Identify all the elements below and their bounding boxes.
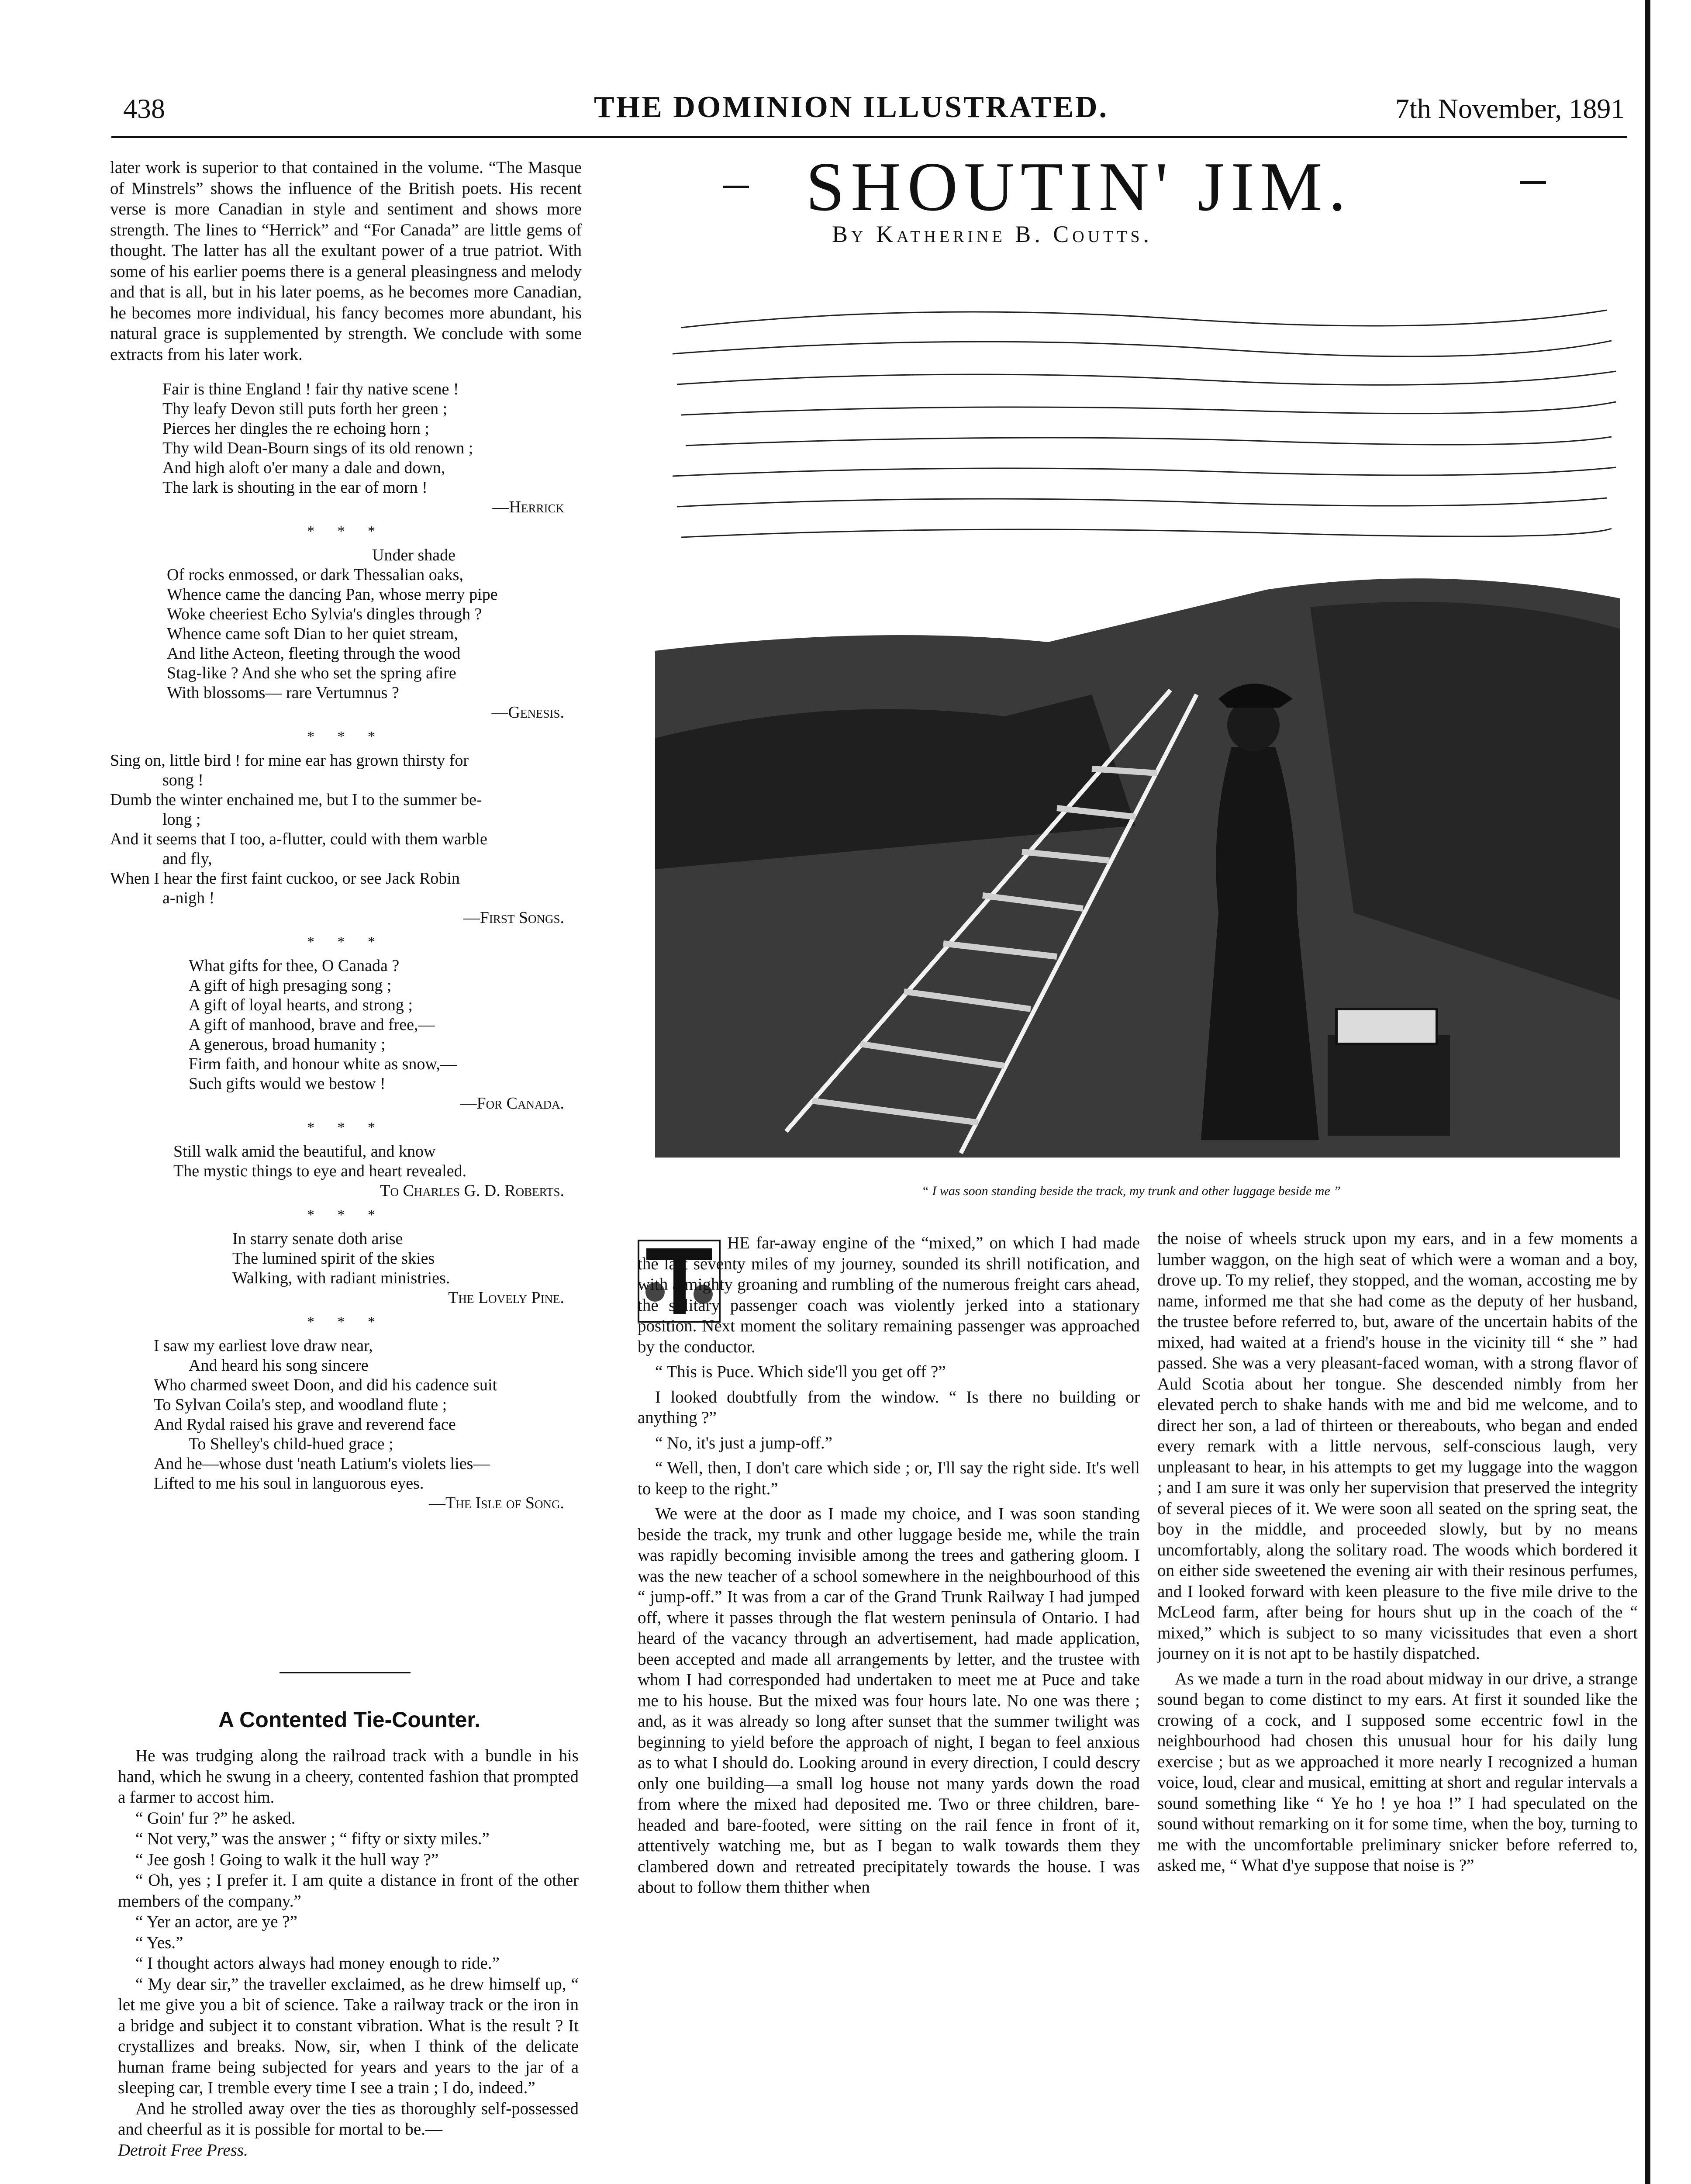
poem-line: Thy leafy Devon still puts forth her green ; xyxy=(162,400,448,418)
poem-lovely-pine xyxy=(110,1229,582,1308)
poem-line: To Shelley's child-hued grace ; xyxy=(189,1435,393,1453)
poem-line: The lumined spirit of the skies xyxy=(232,1249,435,1268)
poem-line: A generous, broad humanity ; xyxy=(189,1035,386,1054)
poem-line: And Rydal raised his grave and reverend face xyxy=(154,1415,456,1434)
story-paragraph: “ This is Puce. Which side'll you get off ?” xyxy=(655,1362,946,1381)
masthead: THE DOMINION ILLUSTRATED. xyxy=(594,90,1109,124)
review-column xyxy=(110,157,582,1513)
article-paragraph: “ Goin' fur ?” he asked. xyxy=(135,1808,296,1828)
poem-line: And it seems that I too, a-flutter, could with them warble xyxy=(110,830,487,848)
poem-to-roberts xyxy=(110,1142,582,1201)
poem-line: Dumb the winter enchained me, but I to the summer be- xyxy=(110,791,482,809)
article-paragraph: “ My dear sir,” the traveller exclaimed, as he drew himself up, “ let me give you a bit of science. Take a railway track or the iron in a bridge and subject it to constant vibration. What is the result ? It crystallizes and breaks. Now, sir, when I think of the delicate human frame being subjected for years and years to the jar of a sleeping car, I tremble every time I see a train ; I do, indeed.” xyxy=(118,1974,579,2097)
poem-line: In starry senate doth arise xyxy=(232,1230,403,1248)
section-stars: * * * xyxy=(307,523,385,539)
poem-genesis xyxy=(110,546,582,722)
poem-line: Such gifts would we bestow ! xyxy=(189,1075,386,1093)
poem-lines xyxy=(232,1229,582,1288)
poem-line: Fair is thine England ! fair thy native scene ! xyxy=(162,380,459,398)
title-ornament-left xyxy=(723,186,749,188)
article-paragraph: “ Yes.” xyxy=(135,1933,183,1952)
poem-lines xyxy=(173,1142,582,1181)
poem-line: The lark is shouting in the ear of morn ! xyxy=(162,478,428,497)
illustration-caption: “ I was soon standing beside the track, my trunk and other luggage beside me ” xyxy=(921,1184,1341,1198)
poem-line: To Sylvan Coila's step, and woodland flute ; xyxy=(154,1396,447,1414)
poem-line: And lithe Acteon, fleeting through the wood xyxy=(167,644,461,663)
poem-line: Still walk amid the beautiful, and know xyxy=(173,1142,436,1161)
story-column-1 xyxy=(638,1233,1140,1902)
poem-line: Stag-like ? And she who set the spring afire xyxy=(167,664,456,682)
article-paragraph: He was trudging along the railroad track with a bundle in his hand, which he swung in a cheery, contented fashion that prompted a farmer to accost him. xyxy=(118,1746,579,1807)
poem-line: Whence came the dancing Pan, whose merry pipe xyxy=(167,585,498,604)
story-paragraph: We were at the door as I made my choice, and I was soon standing beside the track, my trunk and other luggage beside me, while the train was rapidly becoming invisible among the trees and gathering gloom. I was the new teacher of a school somewhere in the neighbourhood of this “ jump-off.” It was from a car of the Grand Trunk Railway I had jumped off, where it passes through the flat western peninsula of Ontario. I had heard of the vacancy through an advertisement, had made application, been accepted and made all arrangements by letter, and the trustee with whom I had corresponded had undertaken to meet me at Puce and take me to his house. But the mixed was four hours late. No one was there ; and, as it was already so long after sunset that the summer twilight was beginning to yield before the approach of night, I began to feel anxious as to what I should do. Looking around in every direction, I could descry only one building—a small log house not many yards down the road from where the mixed had deposited me. Two or three children, bare-headed and bare-footed, were sitting on the rail fence in front of it, attentively watching me, but as I began to walk towards them they clambered down and retreated precipitately towards the house. I was about to follow them thither when xyxy=(638,1504,1140,1897)
poem-line: long ; xyxy=(162,810,201,829)
tie-counter-title: A Contented Tie-Counter. xyxy=(218,1707,480,1732)
issue-date: 7th November, 1891 xyxy=(1395,93,1625,124)
poem-lines xyxy=(167,546,582,703)
poem-line: Who charmed sweet Doon, and did his cadence suit xyxy=(154,1376,497,1394)
poem-line: The mystic things to eye and heart revealed. xyxy=(173,1162,467,1180)
article-paragraph: “ I thought actors always had money enough to ride.” xyxy=(135,1954,500,1973)
section-divider xyxy=(280,1672,411,1673)
article-paragraph: And he strolled away over the ties as thoroughly self-possessed and cheerful as it is possible for mortal to be.— xyxy=(118,2099,579,2139)
poem-line: Woke cheeriest Echo Sylvia's dingles through ? xyxy=(167,605,482,623)
poem-line: When I hear the first faint cuckoo, or see Jack Robin xyxy=(110,869,460,888)
poem-line: Whence came soft Dian to her quiet stream, xyxy=(167,625,458,643)
story-paragraph: I looked doubtfully from the window. “ Is there no building or anything ?” xyxy=(638,1387,1140,1427)
poem-attribution: —Genesis. xyxy=(491,703,564,722)
tie-counter-article xyxy=(118,1745,579,2160)
poem-lines xyxy=(154,1336,582,1493)
poem-for-canada xyxy=(110,956,582,1113)
header-rule xyxy=(111,136,1627,138)
poem-line: And high aloft o'er many a dale and down, xyxy=(162,459,445,477)
poem-line: Pierces her dingles the re echoing horn ; xyxy=(162,419,429,438)
poem-attribution: The Lovely Pine. xyxy=(448,1289,564,1307)
section-stars: * * * xyxy=(307,1120,385,1136)
section-stars: * * * xyxy=(307,1207,385,1223)
page-edge-border xyxy=(1645,0,1650,2184)
poem-line: Under shade xyxy=(372,546,456,564)
poem-attribution: —The Isle of Song. xyxy=(428,1494,564,1512)
story-paragraph: the noise of wheels struck upon my ears, and in a few moments a lumber waggon, on the high seat of which were a woman and a boy, drove up. To my relief, they stopped, and the woman, accosting me by name, informed me that she had come as the deputy of her husband, the trustee before referred to, but, aware of the uncertain habits of the mixed, had waited at a friend's house in the vicinity till “ she ” had passed. She was a very pleasant-faced woman, with a strong flavor of Auld Scotia about her tongue. She descended nimbly from her elevated perch to shake hands with me and bid me welcome, and to direct her son, a lad of thirteen or thereabouts, who began and ended every remark with a little nervous, self-conscious laugh, very unpleasant to hear, in his attempts to get my luggage into the waggon ; and I am sure it was only her supervision that preserved the integrity of several pieces of it. We were soon all seated on the spring seat, the boy in the middle, and proceeded slowly, but by no means uncomfortably, along the solitary road. The woods which bordered it on either side sweetened the evening air with their resinous perfumes, and I looked forward with keen pleasure to the five mile drive to the McLeod farm, after being for hours shut up in the coach of the “ mixed,” which is subject to so many vicissitudes that even a short journey on it is not apt to be hastily dispatched. xyxy=(1157,1229,1638,1663)
section-stars: * * * xyxy=(307,729,385,745)
poem-lines xyxy=(162,380,582,498)
poem-herrick xyxy=(110,380,582,517)
article-paragraph: “ Jee gosh ! Going to walk it the hull way ?” xyxy=(135,1850,439,1869)
poem-attribution: —Herrick xyxy=(492,498,564,516)
poem-lines xyxy=(189,956,582,1094)
poem-attribution: —First Songs. xyxy=(463,909,564,927)
story-paragraph: HE far-away engine of the “mixed,” on which I had made the last seventy miles of my journey, sounded its shrill notification, and with a mighty groaning and rumbling of the numerous freight cars ahead, the solitary passenger coach was violently jerked into a stationary position. Next moment the solitary remaining passenger was approached by the conductor. xyxy=(638,1234,1140,1356)
article-paragraph: “ Oh, yes ; I prefer it. I am quite a distance in front of the other members of the company.” xyxy=(118,1871,579,1911)
poem-line: Firm faith, and honour white as snow,— xyxy=(189,1055,457,1073)
poem-line: A gift of loyal hearts, and strong ; xyxy=(189,996,413,1014)
page-number: 438 xyxy=(123,93,165,124)
poem-line: Walking, with radiant ministries. xyxy=(232,1269,450,1287)
poem-line: and fly, xyxy=(162,850,212,868)
poem-isle-of-song xyxy=(110,1336,582,1513)
story-paragraph: “ No, it's just a jump-off.” xyxy=(655,1433,832,1452)
railroad-illustration xyxy=(655,258,1620,1158)
story-title: SHOUTIN' JIM. xyxy=(806,148,1352,225)
story-paragraph: “ Well, then, I don't care which side ; or, I'll say the right side. It's well to keep to the right.” xyxy=(638,1458,1140,1498)
poem-line: And he—whose dust 'neath Latium's violets lies— xyxy=(154,1455,490,1473)
article-paragraph: “ Yer an actor, are ye ?” xyxy=(135,1912,297,1931)
story-column-2 xyxy=(1157,1228,1638,1880)
poem-attribution: —For Canada. xyxy=(460,1094,564,1113)
poem-first-songs xyxy=(110,751,582,928)
poem-line: a-nigh ! xyxy=(162,889,215,907)
section-stars: * * * xyxy=(307,934,385,950)
article-paragraph: “ Not very,” was the answer ; “ fifty or sixty miles.” xyxy=(135,1829,490,1848)
poem-line: Of rocks enmossed, or dark Thessalian oaks, xyxy=(167,566,463,584)
poem-line: And heard his song sincere xyxy=(189,1356,369,1375)
poem-line: A gift of manhood, brave and free,— xyxy=(189,1016,435,1034)
section-stars: * * * xyxy=(307,1314,385,1330)
poem-line: Sing on, little bird ! for mine ear has grown thirsty for xyxy=(110,751,469,770)
story-paragraph: As we made a turn in the road about midway in our drive, a strange sound began to come distinct to my ears. At first it sounded like the crowing of a cock, and I supposed some eccentric fowl in the neighbourhood had chosen this unusual hour for his daily lung exercise ; but as we approached it more nearly I recognized a human voice, loud, clear and musical, emitting at short and regular intervals a sound something like “ Ye ho ! ye hoa !” I had speculated on the sound without remarking on it for some time, when the boy, turning to me with the uncomfortable preliminary snicker before referred to, asked me, “ What d'ye suppose that noise is ?” xyxy=(1157,1669,1638,1875)
article-source: Detroit Free Press. xyxy=(118,2140,248,2160)
poem-line: With blossoms— rare Vertumnus ? xyxy=(167,684,399,702)
title-ornament-right xyxy=(1520,181,1546,184)
poem-line: I saw my earliest love draw near, xyxy=(154,1337,373,1355)
poem-line: Lifted to me his soul in languorous eyes. xyxy=(154,1474,424,1493)
story-byline: By Katherine B. Coutts. xyxy=(832,221,1153,247)
review-intro: later work is superior to that contained in the volume. “The Masque of Minstrels” shows the influence of the British poets. His recent verse is more Canadian in style and sentiment and shows more strength. The lines to “Herrick” and “For Canada” are little gems of thought. The latter has all the exultant power of a true patriot. With some of his earlier poems there is a general pleasingness and melody and that is all, but in his later poems, as he becomes more Canadian, he becomes more individual, his fancy becomes more abundant, his natural grace is supplemented by strength. We conclude with some extracts from his later work. xyxy=(110,158,582,364)
poem-lines xyxy=(110,751,582,908)
tie-counter-paragraphs xyxy=(118,1745,579,2140)
poem-line: song ! xyxy=(162,771,204,789)
poem-line: Thy wild Dean-Bourn sings of its old renown ; xyxy=(162,439,473,457)
poem-line: A gift of high presaging song ; xyxy=(189,976,392,995)
poem-line: What gifts for thee, O Canada ? xyxy=(189,957,400,975)
poem-attribution: To Charles G. D. Roberts. xyxy=(380,1182,564,1200)
